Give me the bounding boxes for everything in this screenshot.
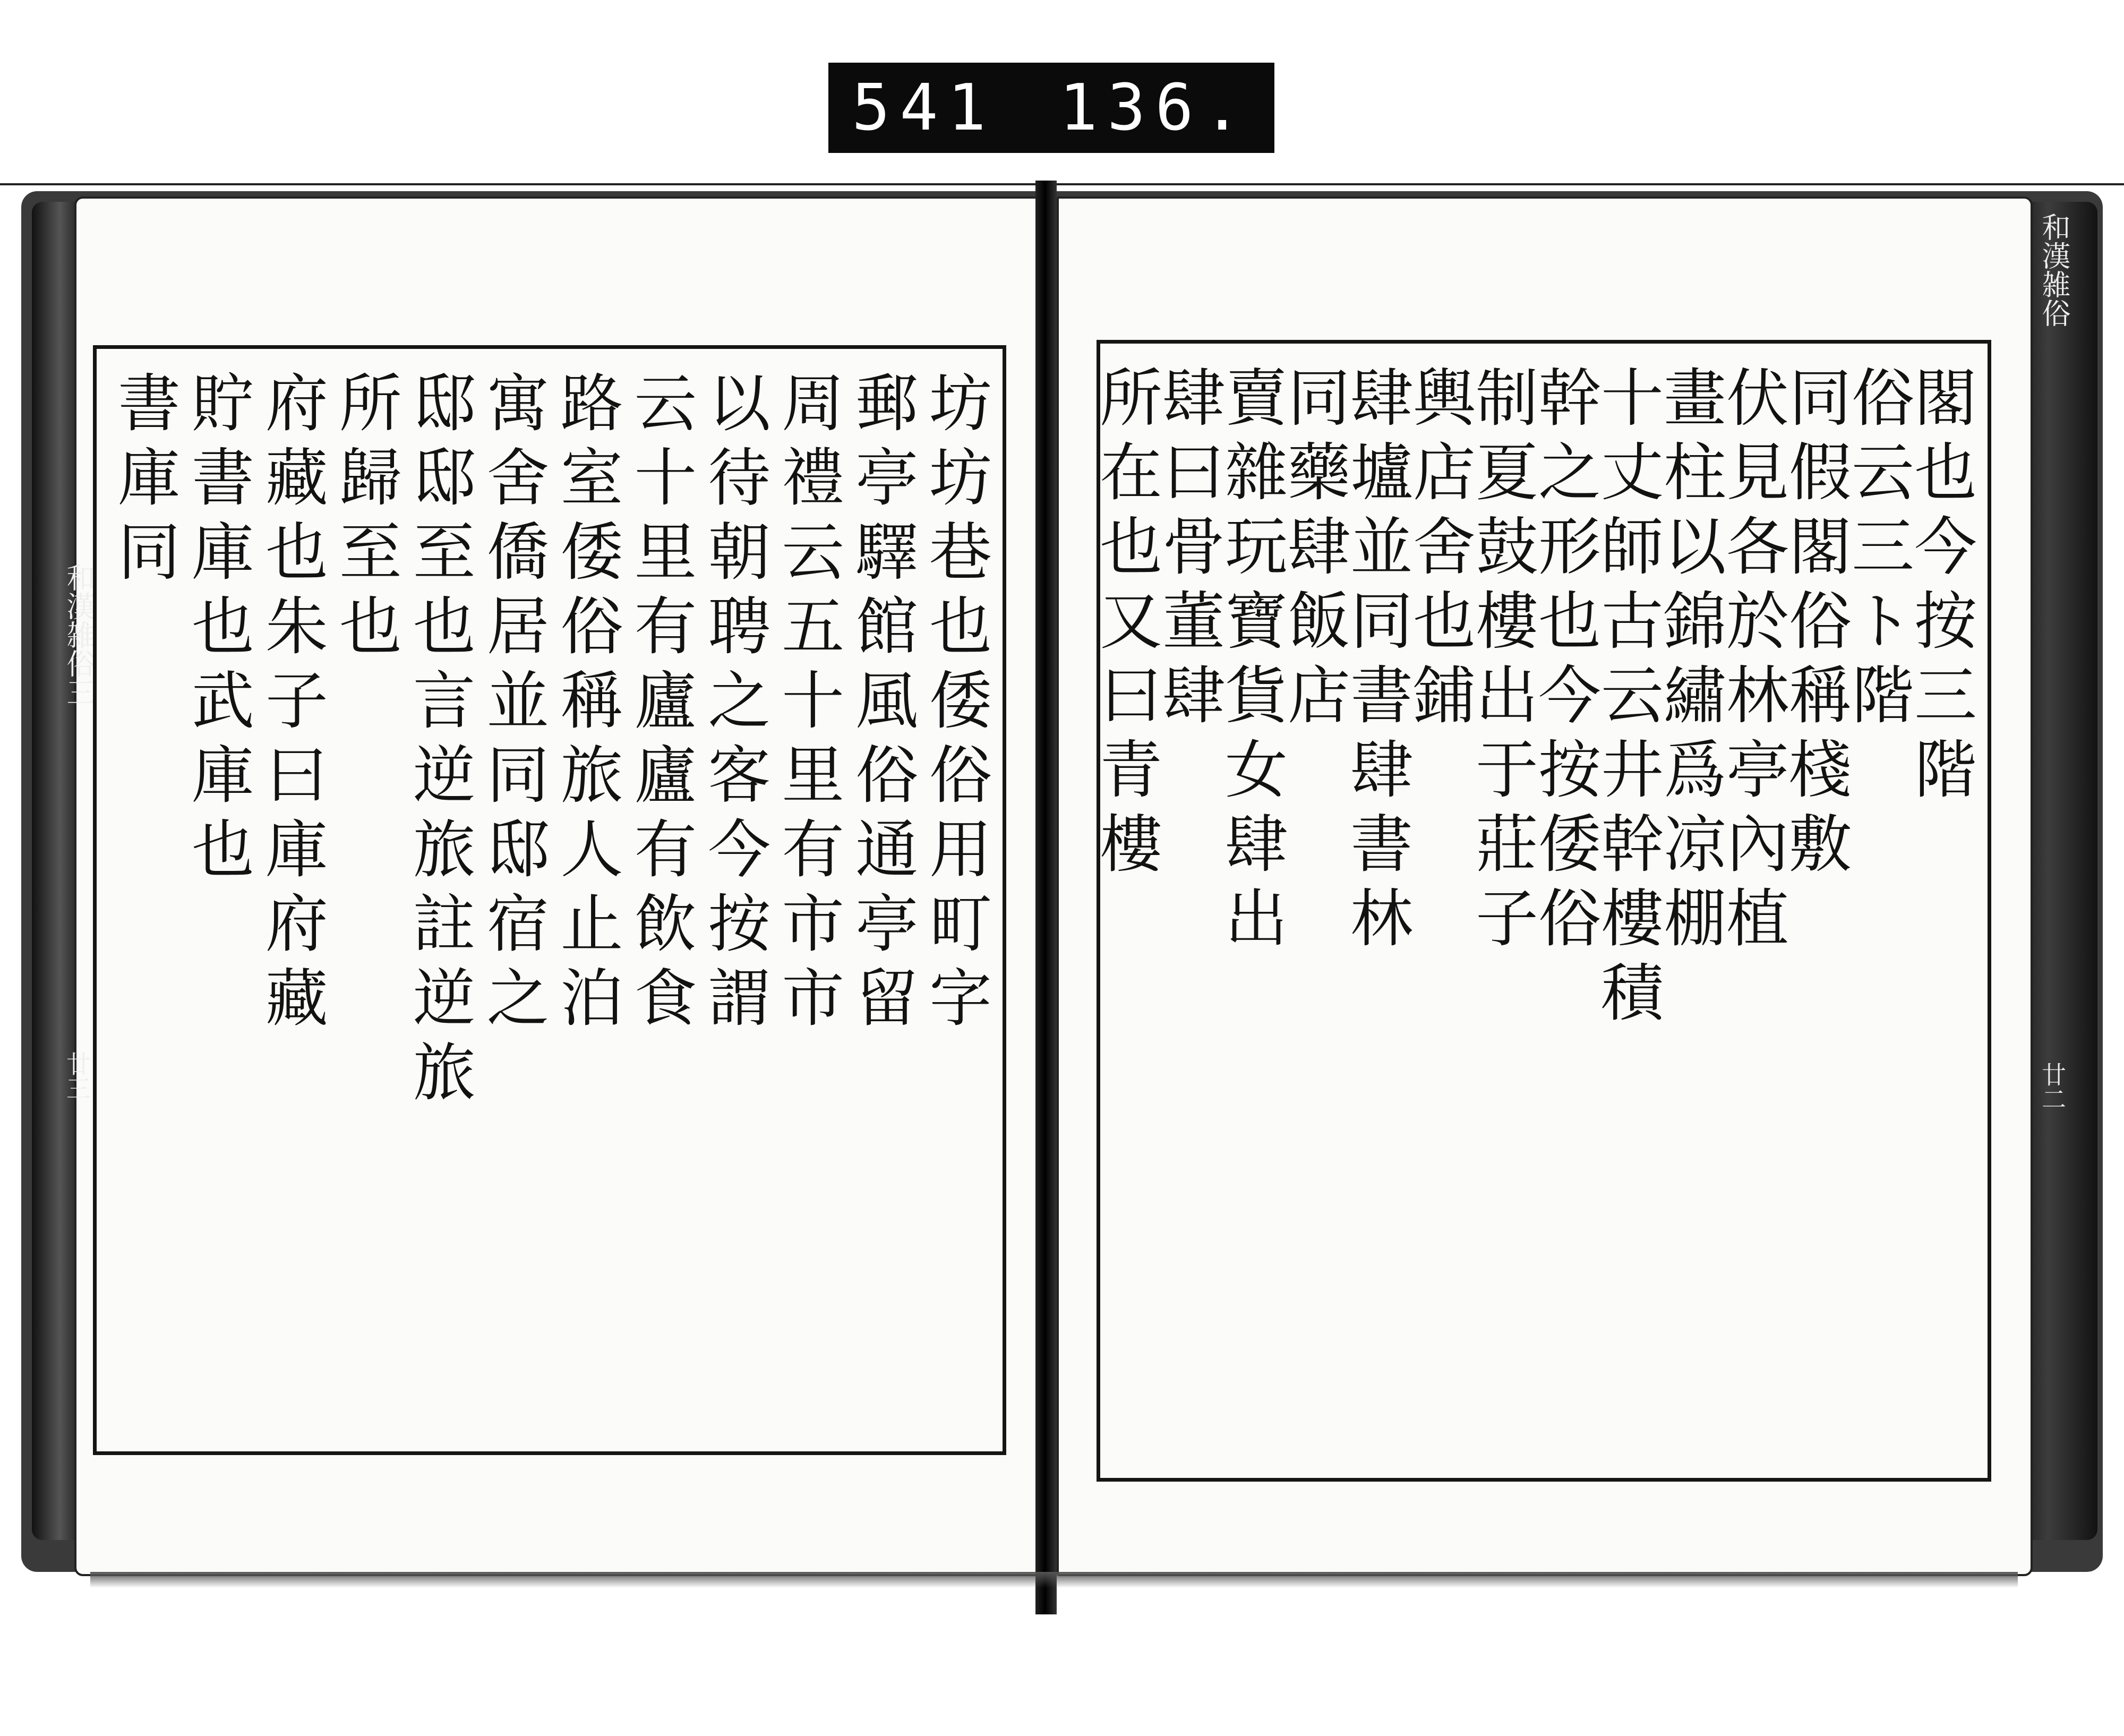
text-column: 肆壚並同書肆書林	[1340, 365, 1413, 960]
catalog-number-left: 541	[852, 71, 996, 145]
catalog-label	[828, 63, 1274, 153]
right-spine-title: 和漢雑俗	[2037, 212, 2071, 327]
page-bottom-shadow	[90, 1572, 2018, 1588]
text-column: 郵亭驛館風俗通亭留	[845, 370, 919, 1039]
left-spine-page-number: 廿三	[63, 1051, 91, 1100]
text-column: 云十里有廬廬有飲食	[623, 370, 697, 1039]
text-column: 書庫同	[107, 370, 181, 593]
text-column: 貯書庫也武庫也	[181, 370, 254, 891]
text-column: 同藥肆飯店	[1277, 365, 1350, 737]
text-column: 賣雜玩寶貨女肆出	[1214, 365, 1288, 960]
text-column: 府藏也朱子曰庫府藏	[254, 370, 328, 1039]
text-column: 寓舍僑居並同邸宿之	[476, 370, 550, 1039]
text-column: 邸邸至也言逆旅註逆旅	[402, 370, 476, 1114]
text-column: 周禮云五十里有市市	[771, 370, 845, 1039]
right-page-columns	[1089, 365, 1977, 1457]
text-column: 輿店舍也鋪	[1402, 365, 1476, 737]
text-column: 以待朝聘之客今按謂	[697, 370, 771, 1039]
page-fold-line	[0, 183, 2124, 185]
left-page-columns	[107, 370, 992, 1430]
text-column: 肆曰骨董肆	[1152, 365, 1225, 737]
text-column: 閣也今按三階	[1904, 365, 1977, 811]
text-column: 同假閣俗稱棧敷	[1778, 365, 1852, 885]
left-spine-title: 和漢雑俗三	[62, 563, 96, 706]
catalog-number-right: 136.	[1059, 71, 1251, 145]
text-column: 畫柱以錦繡爲凉棚	[1653, 365, 1726, 960]
book-gutter	[1035, 181, 1057, 1614]
text-column: 幹之形也今按倭俗	[1528, 365, 1601, 960]
text-column: 俗云三ト階	[1841, 365, 1914, 737]
right-spine-page-number: 廿二	[2038, 1062, 2067, 1111]
left-page-text-frame	[93, 345, 1006, 1455]
text-column: 所歸至也	[328, 370, 402, 668]
right-page-text-frame	[1089, 340, 1991, 1482]
text-column: 制夏鼓樓出于莊子	[1465, 365, 1538, 960]
text-column: 路室倭俗稱旅人止泊	[550, 370, 623, 1039]
text-column: 坊坊巷也倭俗用町字	[918, 370, 992, 1039]
text-column: 伏見各於林亭內植	[1716, 365, 1789, 960]
text-column: 所在也又曰青樓	[1089, 365, 1162, 885]
text-column: 十丈師古云井幹樓積	[1590, 365, 1664, 1034]
